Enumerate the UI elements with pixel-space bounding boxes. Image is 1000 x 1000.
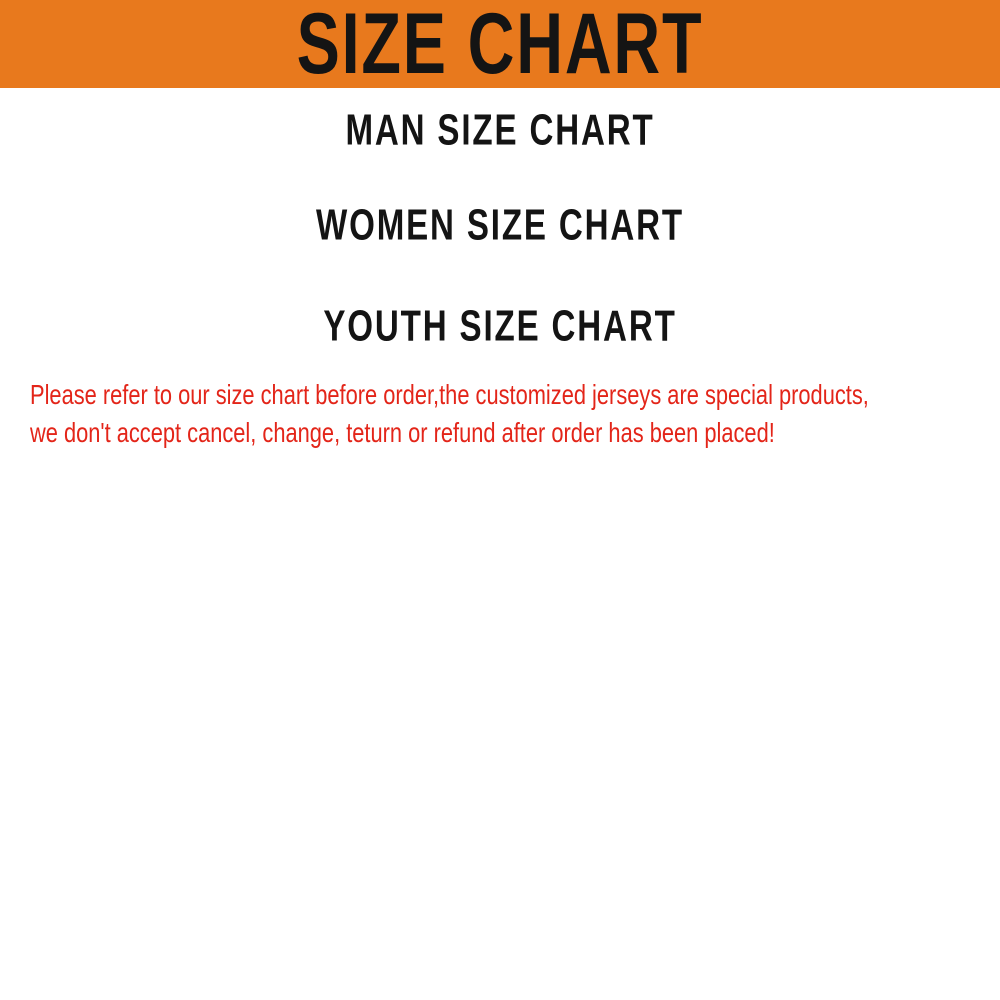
banner — [0, 0, 1000, 92]
youth-section-heading-text: YOUTH SIZE CHART — [323, 300, 677, 351]
disclaimer-line-2: we don't accept cancel, change, teturn or refund after order has been placed! — [30, 417, 775, 448]
women-section-heading — [0, 199, 1000, 250]
disclaimer — [30, 376, 1000, 452]
banner-title: SIZE CHART — [296, 0, 704, 92]
women-section-heading-text: WOMEN SIZE CHART — [315, 199, 684, 250]
man-section-heading-text: MAN SIZE CHART — [345, 104, 655, 155]
man-section-heading — [0, 104, 1000, 155]
youth-section-heading — [0, 300, 1000, 351]
disclaimer-line-1: Please refer to our size chart before order,the customized jerseys are special products, — [30, 379, 869, 410]
